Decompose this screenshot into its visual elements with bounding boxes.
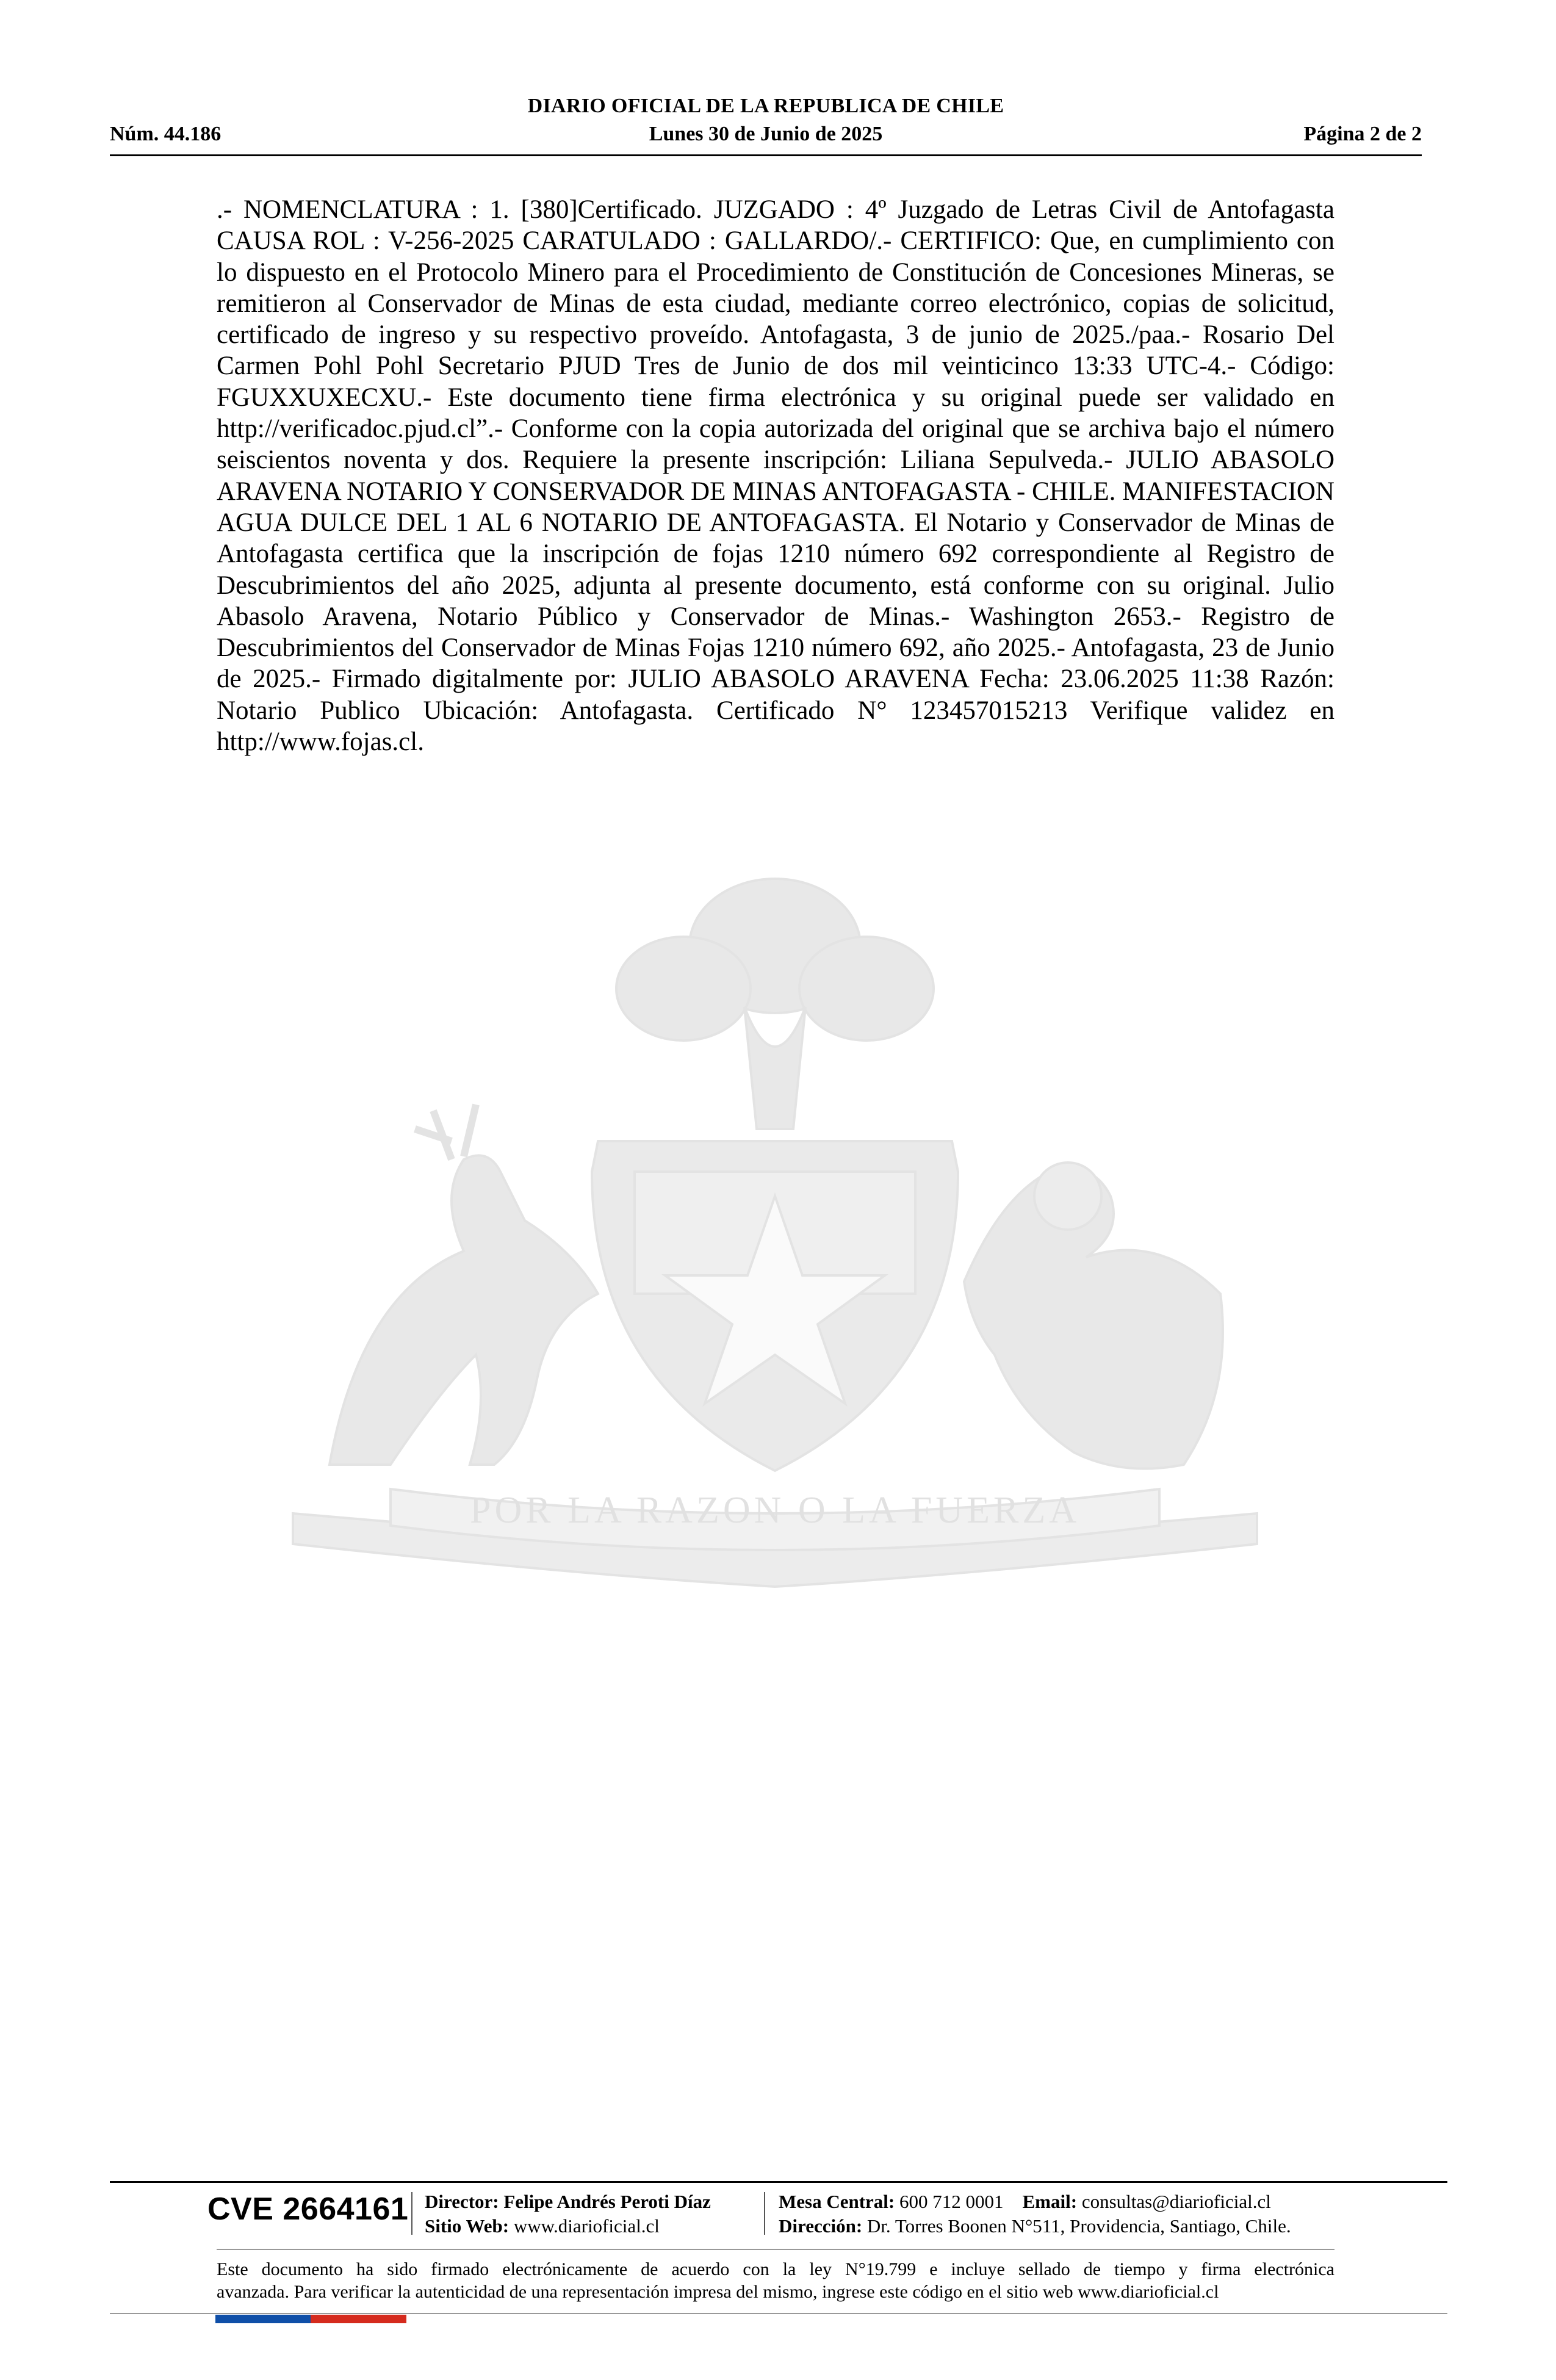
address-value: Dr. Torres Boonen N°511, Providencia, Santiago, Chile. (866, 2215, 1291, 2237)
legal-notice-line: avanzada. Para verificar la autenticidad de una representación impresa del mismo, ingrese este código en el sitio web www.diarioficial.cl (217, 2282, 1219, 2302)
footer-separator (411, 2192, 412, 2235)
footer-director-block (425, 2190, 711, 2238)
flag-blue-segment (215, 2315, 311, 2323)
footer-divider-top (110, 2181, 1447, 2183)
phone-label: Mesa Central: (779, 2191, 895, 2212)
footer-divider-bottom (110, 2313, 1447, 2314)
footer-divider-middle (217, 2249, 1334, 2250)
flag-color-bar (215, 2315, 406, 2323)
legal-notice-line: Este documento ha sido firmado electrónicamente de acuerdo con la ley N°19.799 e incluye sellado de tiempo y firma electrónica (217, 2259, 1334, 2279)
cve-code: CVE 2664161 (207, 2191, 409, 2227)
page-header (110, 95, 1422, 156)
certificate-text: .- NOMENCLATURA : 1. [380]Certificado. JUZGADO : 4º Juzgado de Letras Civil de Antofagasta CAUSA ROL : V-256-2025 CARATULADO : GALLARDO/.- CERTIFICO: Que, en cumplimiento con lo dispuesto en el Protocolo Minero para el Procedimiento de Constitución de Concesiones Mineras, se remitieron al Conservador de Minas de esta ciudad, mediante correo electrónico, copias de solicitud, certificado de ingreso y su respectivo proveído. Antofagasta, 3 de junio de 2025./paa.- Rosario Del Carmen Pohl Pohl Secretario PJUD Tres de Junio de dos mil veinticinco 13:33 UTC-4.- Código: FGUXXUXECXU.- Este documento tiene firma electrónica y su original puede ser validado en http://verificadoc.pjud.cl”.- Conforme con la copia autorizada del original que se archiva bajo el número seiscientos noventa y dos. Requiere la presente inscripción: Liliana Sepulveda.- JULIO ABASOLO ARAVENA NOTARIO Y CONSERVADOR DE MINAS ANTOFAGASTA - CHILE. MANIFESTACION AGUA DULCE DEL 1 AL 6 NOTARIO DE ANTOFAGASTA. El Notario y Conservador de Minas de Antofagasta certifica que la inscripción de fojas 1210 número 692 correspondiente al Registro de Descubrimientos del año 2025, adjunta al presente documento, está conforme con su original. Julio Abasolo Aravena, Notario Público y Conservador de Minas.- Washington 2653.- Registro de Descubrimientos del Conservador de Minas Fojas 1210 número 692, año 2025.- Antofagasta, 23 de Junio de 2025.- Firmado digitalmente por: JULIO ABASOLO ARAVENA Fecha: 23.06.2025 11:38 Razón: Notario Publico Ubicación: Antofagasta. Certificado N° 123457015213 Verifique validez en http://www.fojas.cl. (217, 195, 1334, 757)
footer-separator (764, 2192, 765, 2235)
website-link[interactable]: www.diarioficial.cl (513, 2215, 660, 2237)
address-label: Dirección: (779, 2215, 863, 2237)
email-link[interactable]: consultas@diarioficial.cl (1081, 2191, 1271, 2212)
issue-date: Lunes 30 de Junio de 2025 (649, 123, 883, 145)
footer-contact-block (779, 2190, 1291, 2238)
director-label: Director: (425, 2191, 499, 2212)
svg-text:POR LA RAZON O LA FUERZA: POR LA RAZON O LA FUERZA (469, 1490, 1081, 1531)
director-name: Felipe Andrés Peroti Díaz (503, 2191, 711, 2212)
publication-title: DIARIO OFICIAL DE LA REPUBLICA DE CHILE (527, 95, 1004, 117)
header-divider (110, 154, 1422, 156)
legal-notice (217, 2258, 1334, 2303)
issue-number: Núm. 44.186 (110, 123, 222, 145)
email-label: Email: (1022, 2191, 1078, 2212)
chile-coat-of-arms-icon (207, 854, 1342, 1697)
website-label: Sitio Web: (425, 2215, 510, 2237)
phone-number: 600 712 0001 (899, 2191, 1004, 2212)
flag-red-segment (311, 2315, 406, 2323)
page-number: Página 2 de 2 (1303, 123, 1422, 145)
